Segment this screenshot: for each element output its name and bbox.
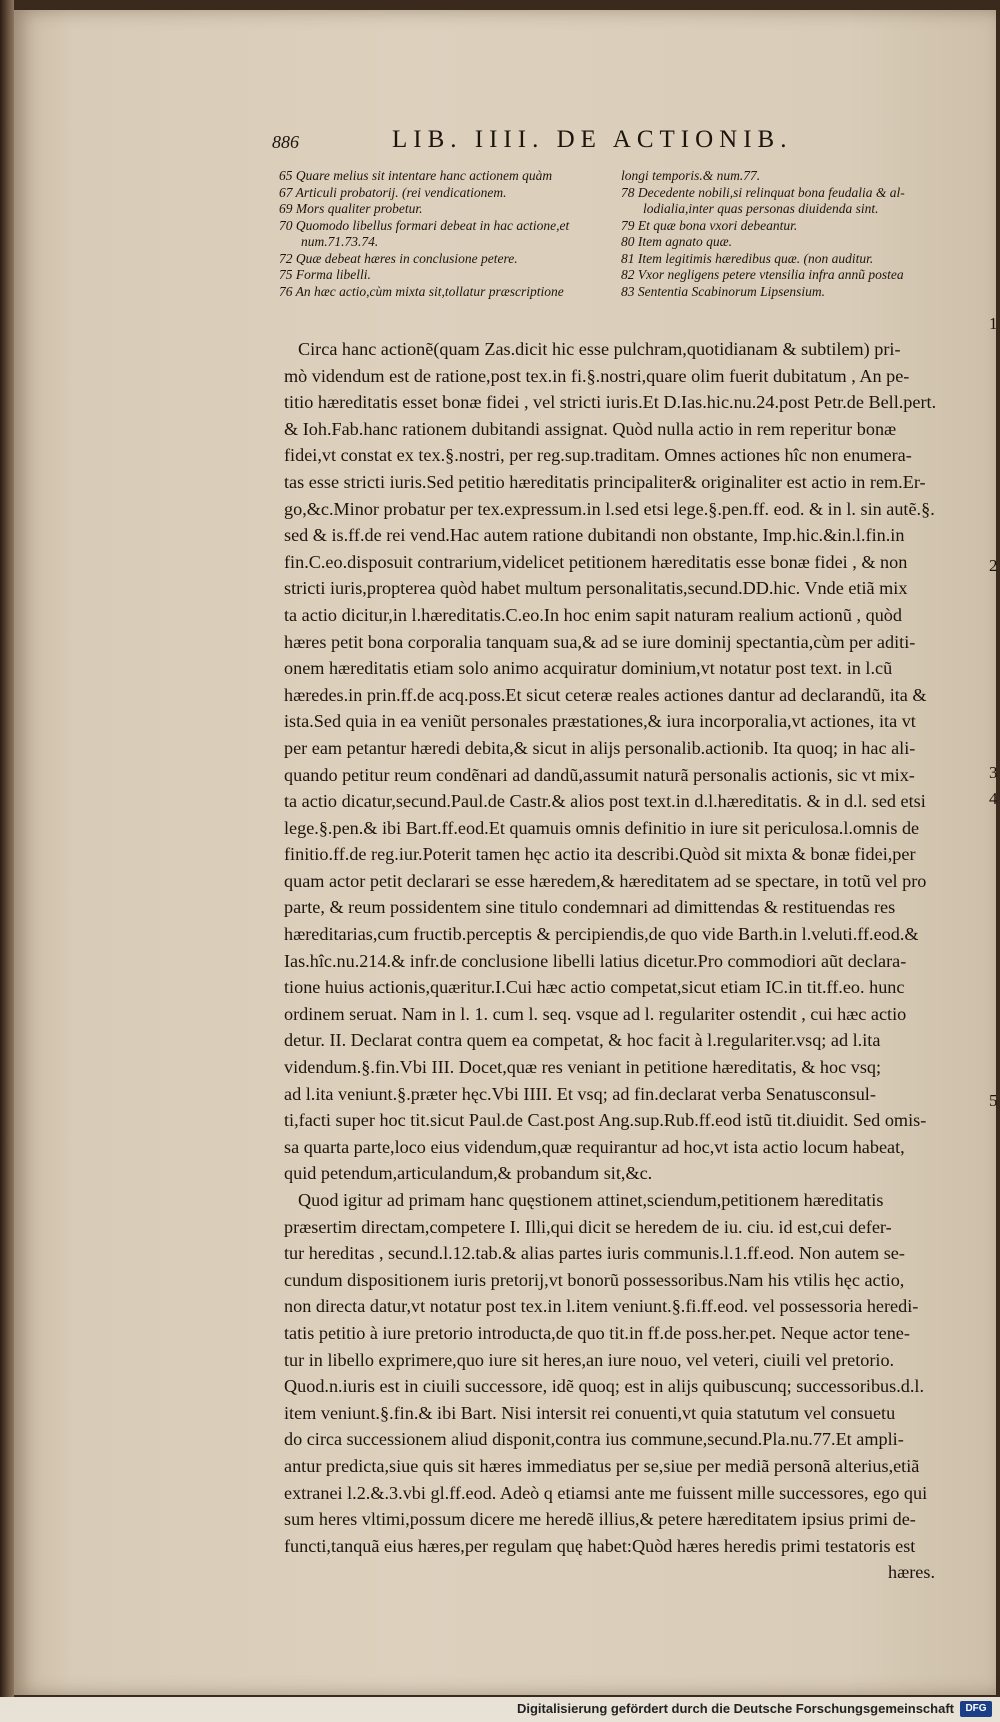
text-line: ti,facti super hoc tit.sicut Paul.de Cast.post Ang.sup.Rub.ff.eod istũ tit.diuidit. Sed omis-: [284, 1110, 927, 1131]
footer-credit: Digitalisierung gefördert durch die Deutsche Forschungsgemeinschaft: [516, 1701, 954, 1716]
text-line: item veniunt.§.fin.& ibi Bart. Nisi intersit rei conuenti,vt quia statutum vel consuetu: [284, 1402, 896, 1423]
footer-bar: [0, 1697, 1000, 1722]
running-head: LIB. IIII. DE ACTIONIB.: [392, 126, 793, 153]
text-line: mò videndum est de ratione,post tex.in fi.§.nostri,quare olim fuerit dubitatum , An pe-: [284, 365, 910, 386]
text-line: quid petendum,articulandum,& probandum sit,&c.: [284, 1163, 653, 1184]
index-column-right: [621, 168, 951, 300]
dfg-logo-icon: DFG: [960, 1701, 992, 1717]
text-line: videndum.§.fin.Vbi III. Docet,quæ res veniant in petitione hæreditatis, & hoc vsq;: [284, 1057, 882, 1078]
text-line: ordinem seruat. Nam in l. 1. cum l. seq. vsque ad l. regulariter ostendit , cui hæc actio: [284, 1003, 907, 1024]
text-line: tur in libello exprimere,quo iure sit heres,an iure nouo, vel veteri, ciuili vel pretorio.: [284, 1349, 895, 1370]
text-line: hæredes.in prin.ff.de acq.poss.Et sicut ceteræ reales actiones dantur ad declarandũ, ita &: [284, 684, 927, 705]
summary-index: [279, 168, 959, 333]
text-line: quando petitur reum condẽnari ad dandũ,assumit naturã personalis actionis, sic vt mix-: [284, 764, 915, 785]
index-entry: 83 Sententia Scabinorum Lipsensium.: [621, 283, 825, 299]
text-line: detur. II. Declarat contra quem ea competat, & hoc facit à l.regulariter.vsq; ad l.ita: [284, 1030, 881, 1051]
text-line: hæres.: [888, 1562, 935, 1583]
text-line: hæres petit bona corporalia tanquam sua,& ad se iure dominij spectantia,cùm per aditi-: [284, 631, 916, 652]
text-line: onem hæreditatis etiam solo animo acquiratur dominium,vt notatur post text. in l.cũ: [284, 658, 893, 679]
margin-number: 3: [989, 763, 998, 782]
book-edge: [0, 0, 14, 1722]
text-line: sed & is.ff.de rei vend.Hac autem ratione dubitandi non obstante, Imp.hic.&in.l.fin.in: [284, 525, 905, 546]
text-line: tas esse stricti iuris.Sed petitio hæreditatis principaliter& originaliter est actio in rem.Er-: [284, 471, 926, 492]
text-line: tione huius actionis,quæritur.I.Cui hæc actio competat,sicut etiam IC.in tit.ff.eo. hunc: [284, 977, 905, 998]
index-entry: 78 Decedente nobili,si relinquat bona feudalia & al-: [621, 184, 905, 200]
text-line: extranei l.2.&.3.vbi gl.ff.eod. Adeò q etiamsi ante me fuissent mille successores, ego qui: [284, 1482, 928, 1503]
text-line: ad l.ita veniunt.§.præter hęc.Vbi IIII. Et vsq; ad fin.declarat verba Senatusconsul-: [284, 1083, 876, 1104]
margin-number: 1: [989, 314, 998, 333]
text-line: hæreditarias,cum fructib.perceptis & percipiendis,de quo vide Barth.in l.veluti.ff.eod.&: [284, 924, 919, 945]
text-line: tur hereditas , secund.l.12.tab.& alias partes iuris communis.l.1.ff.eod. Non autem se-: [284, 1243, 905, 1264]
text-line: fidei,vt constat ex tex.§.nostri, per reg.sup.traditam. Omnes actiones hîc non enumera-: [284, 445, 912, 466]
text-line: stricti iuris,propterea quòd habet multum personalitatis,secund.DD.hic. Vnde etiã mix: [284, 578, 908, 599]
index-entry: lodialia,inter quas personas diuidenda sint.: [643, 201, 879, 216]
text-line: Circa hanc actionẽ(quam Zas.dicit hic esse pulchram,quotidianam & subtilem) pri-: [298, 339, 901, 359]
text-line: fin.C.eo.disposuit contrarium,videlicet petitionem hæreditatis esse bonæ fidei , & non: [284, 551, 908, 572]
index-entry: 69 Mors qualiter probetur.: [279, 201, 423, 216]
margin-number: 5: [989, 1091, 998, 1110]
margin-number: 2: [989, 556, 998, 575]
index-entry: 76 An hæc actio,cùm mixta sit,tollatur præscriptione: [279, 283, 564, 299]
index-entry: longi temporis.& num.77.: [621, 168, 761, 183]
page-header: [272, 126, 872, 156]
book-page: [14, 10, 996, 1695]
text-line: parte, & reum possidentem sine titulo condemnari ad dimittendas & restituendas res: [284, 897, 896, 918]
text-line: Quod igitur ad primam hanc quęstionem attinet,sciendum,petitionem hæreditatis: [298, 1190, 884, 1210]
index-entry: 81 Item legitimis hæredibus quæ. (non auditur.: [621, 250, 874, 266]
text-line: go,&c.Minor probatur per tex.expressum.in l.sed etsi lege.§.pen.ff. eod. & in l. sin autẽ.§.: [284, 498, 935, 519]
text-line: lege.§.pen.& ibi Bart.ff.eod.Et quamuis omnis definitio in iure sit periculosa.l.omnis de: [284, 817, 920, 838]
text-line: titio hæreditatis esset bonæ fidei , vel stricti iuris.Et D.Ias.hic.nu.24.post Petr.de Bell.pert.: [284, 392, 937, 413]
text-line: ta actio dicitur,in l.hæreditatis.C.eo.In hoc enim sapit naturam realium actionũ , quòd: [284, 604, 902, 625]
body-text: [284, 336, 939, 1586]
index-entry: 67 Articuli probatorij. (rei vendicationem.: [279, 184, 507, 200]
text-line: non directa datur,vt notatur post tex.in l.item veniunt.§.fi.ff.eod. vel possessoria heredi-: [284, 1296, 919, 1317]
text-line: tatis petitio à iure pretorio introducta,de quo tit.in ff.de poss.her.pet. Neque actor tene-: [284, 1322, 910, 1343]
index-entry: 70 Quomodo libellus formari debeat in hac actione,et: [279, 217, 570, 233]
margin-number: 4: [989, 789, 998, 808]
text-line: Ias.hîc.nu.214.& infr.de conclusione libelli latius dicetur.Pro commodiori aũt declara-: [284, 950, 907, 971]
text-line: præsertim directam,competere I. Illi,qui dicit se heredem de iu. ciu. id est,cui defer-: [284, 1216, 892, 1237]
index-entry: 72 Quæ debeat hæres in conclusione petere.: [279, 250, 518, 266]
text-line: cundum dispositionem iuris pretorij,vt bonorũ possessoribus.Nam his vtilis hęc actio,: [284, 1269, 905, 1290]
index-entry: 75 Forma libelli.: [279, 267, 371, 282]
text-line: finitio.ff.de reg.iur.Poterit tamen hęc actio ita describi.Quòd sit mixta & bonæ fidei,per: [284, 844, 916, 865]
text-line: sum heres vltimi,possum dicere me heredẽ illius,& petere hæreditatem ipsius primi de-: [284, 1509, 916, 1530]
text-line: & Ioh.Fab.hanc rationem dubitandi assignat. Quòd nulla actio in rem reperitur bonæ: [284, 418, 897, 439]
index-entry: 82 Vxor negligens petere vtensilia infra annũ postea: [621, 267, 904, 282]
index-entry: 80 Item agnato quæ.: [621, 234, 732, 249]
index-entry: 65 Quare melius sit intentare hanc actionem quàm: [279, 168, 553, 183]
index-column-left: [279, 168, 609, 300]
text-line: sa quarta parte,loco eius videndum,quæ requirantur ad hoc,vt ista actio locum habeat,: [284, 1136, 905, 1157]
page-number: 886: [272, 132, 299, 152]
text-line: do circa successionem aliud disponit,contra ius commune,secund.Pla.nu.77.Et ampli-: [284, 1429, 904, 1450]
text-line: ista.Sed quia in ea veniũt personales præstationes,& iura incorporalia,vt actiones, ita vt: [284, 711, 916, 732]
text-line: quam actor petit declarari se esse hæredem,& hæreditatem ad se spectare, in totũ vel pro: [284, 870, 927, 891]
index-entry: num.71.73.74.: [301, 234, 379, 249]
text-line: ta actio dicatur,secund.Paul.de Castr.& alios post text.in d.l.hæreditatis. & in d.l. sed etsi: [284, 791, 926, 812]
text-line: antur predicta,siue quis sit hæres immediatus per se,siue per mediã personã alterius,etiã: [284, 1455, 920, 1476]
text-line: per eam petantur hæredi debita,& sicut in alijs personalib.actionib. Ita quoq; in hac ali-: [284, 737, 916, 758]
index-entry: 79 Et quæ bona vxori debeantur.: [621, 217, 798, 233]
text-line: Quod.n.iuris est in ciuili successore, idẽ quoq; est in alijs quibuscunq; successoribus.d.l.: [284, 1376, 925, 1397]
text-line: functi,tanquã eius hæres,per regulam quę habet:Quòd hæres heredis primi testatoris est: [284, 1535, 916, 1556]
